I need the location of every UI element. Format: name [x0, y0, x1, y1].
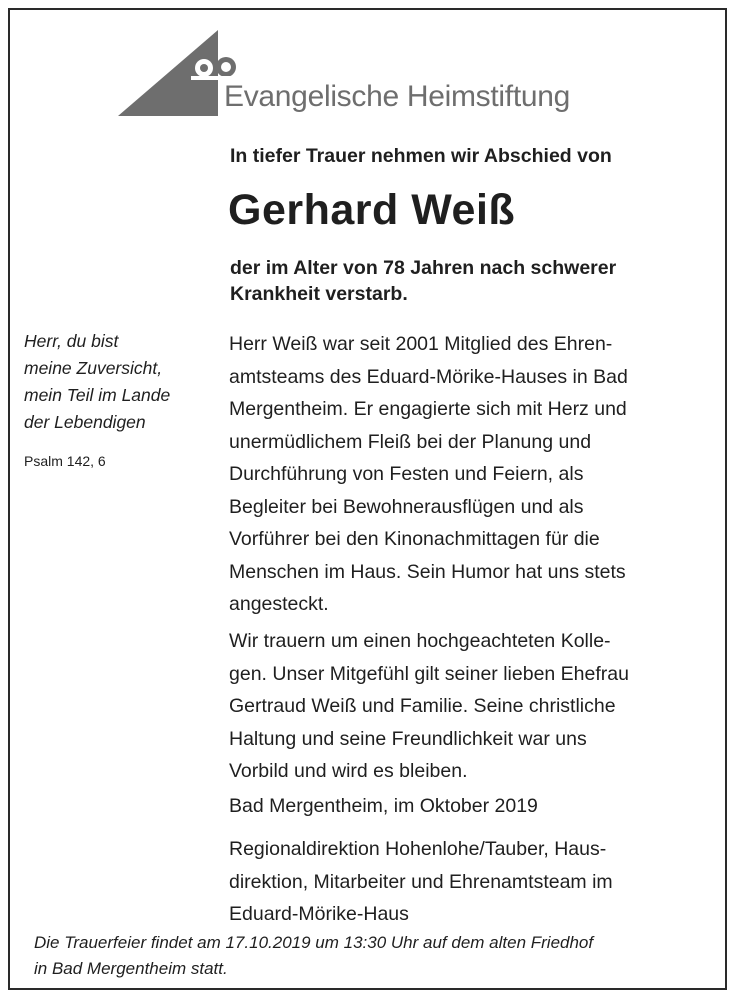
deceased-name: Gerhard Weiß [228, 186, 516, 234]
place-date: Bad Mergentheim, im Oktober 2019 [229, 795, 538, 817]
signature-block [229, 833, 613, 931]
tribute-paragraph [229, 328, 628, 621]
body-line: Durchführung von Festen und Feiern, als [229, 463, 584, 485]
body-line: Begleiter bei Bewohnerausflügen und als [229, 495, 584, 518]
verse-reference: Psalm 142, 6 [24, 453, 106, 469]
organization-logo [118, 28, 618, 120]
body-line: Menschen im Haus. Sein Humor hat uns stets [229, 560, 626, 583]
body-line: Vorführer bei den Kinonachmittagen für die [229, 528, 600, 550]
footer-line: in Bad Mergentheim statt. [34, 959, 228, 978]
bible-verse [24, 328, 170, 436]
condolence-paragraph [229, 625, 629, 788]
verse-line: Herr, du bist [24, 331, 119, 351]
signature-line: direktion, Mitarbeiter und Ehrenamtsteam im [229, 870, 613, 893]
body-line: unermüdlichem Fleiß bei der Planung und [229, 430, 592, 453]
signature-line: Regionaldirektion Hohenlohe/Tauber, Haus- [229, 838, 607, 860]
body-line: angesteckt. [229, 593, 329, 615]
body-line: gen. Unser Mitgefühl gilt seiner lieben Ehefrau [229, 662, 629, 685]
footer-line: Die Trauerfeier findet am 17.10.2019 um 13:30 Uhr auf dem alten Friedhof [34, 933, 594, 952]
body-line: amtsteams des Eduard-Mörike-Hauses in Bad [229, 365, 628, 388]
funeral-notice [34, 930, 593, 982]
body-line: Mergentheim. Er engagierte sich mit Herz und [229, 398, 627, 420]
signature-line: Eduard-Mörike-Haus [229, 903, 409, 925]
intro-line: In tiefer Trauer nehmen wir Abschied von [230, 145, 612, 167]
body-line: Herr Weiß war seit 2001 Mitglied des Ehren- [229, 333, 613, 355]
body-line: Wir trauern um einen hochgeachteten Kolle- [229, 630, 611, 652]
age-statement [230, 255, 616, 307]
age-line: der im Alter von 78 Jahren nach schwerer [230, 257, 617, 279]
age-line: Krankheit verstarb. [230, 283, 408, 305]
logo-text: Evangelische Heimstiftung [224, 80, 571, 113]
verse-line: der Lebendigen [24, 412, 146, 432]
body-line: Gertraud Weiß und Familie. Seine christliche [229, 695, 616, 717]
verse-line: meine Zuversicht, [24, 358, 163, 378]
body-line: Haltung und seine Freundlichkeit war uns [229, 727, 587, 750]
verse-line: mein Teil im Lande [24, 385, 171, 405]
body-line: Vorbild und wird es bleiben. [229, 760, 468, 782]
